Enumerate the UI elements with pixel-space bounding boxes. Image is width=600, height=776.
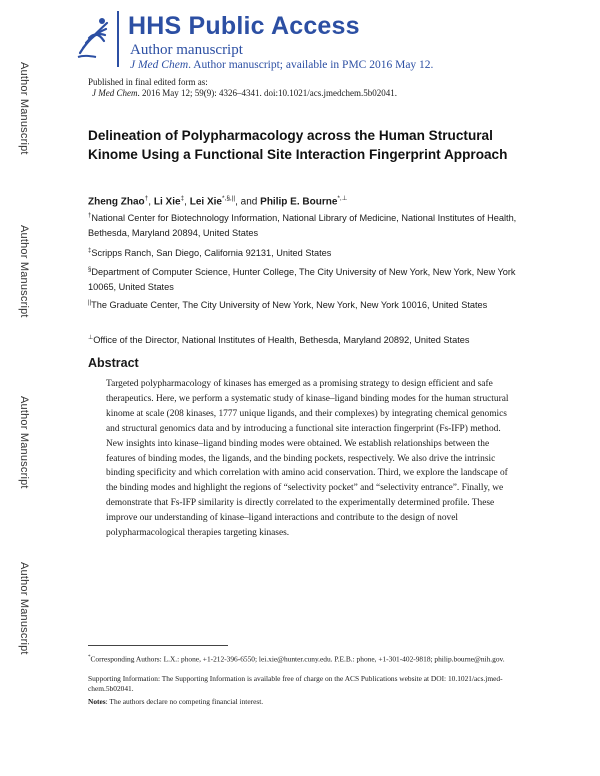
notes-footnote	[88, 697, 510, 707]
author-mark: *,⊥	[337, 195, 348, 202]
affiliation-text: Department of Computer Science, Hunter College, The City University of New York, New York, New York 10065, United States	[88, 267, 516, 293]
corresponding-text: Corresponding Authors: L.X.: phone, +1-212-396-6550; lei.xie@hunter.cuny.edu. P.E.B.: phone, +1-301-402-9818; philip.bourne@nih.gov.	[90, 654, 505, 664]
affiliation-mark: †	[88, 213, 92, 219]
side-label-author-manuscript: Author Manuscript	[18, 225, 30, 318]
affiliation-mark: ‡	[88, 248, 92, 254]
footnote-divider	[88, 645, 228, 646]
footnote-mark: *	[88, 655, 91, 660]
journal-availability	[130, 59, 433, 71]
author-list	[88, 194, 347, 207]
affiliation-text: Scripps Ranch, San Diego, California 92131, United States	[91, 248, 332, 259]
affiliation	[88, 296, 528, 313]
author-name: Philip E. Bourne	[260, 196, 338, 208]
author-mark: *,§,||	[221, 195, 236, 202]
author-separator: ,	[184, 196, 190, 208]
affiliation-mark: ||	[88, 300, 92, 306]
notes-label: Notes	[88, 697, 106, 706]
author-name: Zheng Zhao	[88, 196, 145, 208]
published-label: Published in final edited form as:	[88, 77, 208, 87]
author-mark: ‡	[180, 195, 185, 202]
affiliation	[88, 209, 528, 241]
author-name: Lei Xie	[189, 196, 222, 208]
author-separator: ,	[148, 196, 154, 208]
side-label-author-manuscript: Author Manuscript	[18, 562, 30, 655]
side-label-author-manuscript: Author Manuscript	[18, 62, 30, 155]
author-manuscript-label: Author manuscript	[130, 42, 243, 58]
affiliation-mark: §	[88, 267, 92, 273]
affiliation-text: The Graduate Center, The City University of New York, New York, New York 10016, United States	[91, 300, 488, 311]
author-name: Li Xie	[153, 196, 181, 208]
affiliation	[88, 244, 528, 261]
hhs-public-access-title: HHS Public Access	[128, 12, 360, 40]
affiliation-text: Office of the Director, National Institutes of Health, Bethesda, Maryland 20892, United States	[93, 335, 470, 346]
corresponding-author-footnote	[88, 653, 510, 664]
side-label-author-manuscript: Author Manuscript	[18, 396, 30, 489]
notes-text: : The authors declare no competing financial interest.	[105, 697, 264, 706]
author-mark: †	[144, 195, 149, 202]
author-separator: , and	[235, 196, 261, 208]
citation-journal: J Med Chem	[92, 88, 138, 98]
citation-details: . 2016 May 12; 59(9): 4326–4341. doi:10.1021/acs.jmedchem.5b02041.	[137, 88, 397, 98]
affiliation-text: National Center for Biotechnology Information, National Library of Medicine, National Institutes of Health, Bethesda, Maryland 20894, United States	[88, 213, 517, 239]
abstract-heading: Abstract	[88, 356, 139, 370]
paper-title: Delineation of Polypharmacology across the Human Structural Kinome Using a Functional Site Interaction Fingerprint Approach	[88, 128, 508, 162]
abstract-text: Targeted polypharmacology of kinases has emerged as a promising strategy to design efficient and safe therapeutics. Here, we perform a systematic study of kinase–ligand binding modes for the human structural kinome at scale (208 kinases, 1777 unique ligands, and their complexes) by integrating chemical genomics and structural genomics data and by introducing a functional site interaction fingerprint (Fs-IFP) method. New insights into kinase–ligand binding modes were obtained. We establish relationships between the features of binding modes, the ligands, and the binding pockets, respectively. We also drive the intrinsic binding specificity and which correlation with amino acid conservation. Third, we explore the landscape of the binding modes and highlight the regions of “selectivity pocket” and “selectivity entrance”. Finally, we demonstrate that Fs-IFP similarity is directly correlated to the experimentally determined profile. These improve our understanding of kinase–ligand interactions and contribute to the design of novel polypharmacological therapies targeting kinases.	[106, 379, 509, 539]
hhs-eagle-logo-icon	[74, 13, 112, 61]
affiliation	[88, 263, 528, 295]
affiliation-mark: ⊥	[88, 335, 94, 341]
supporting-info-footnote: Supporting Information: The Supporting Information is available free of charge on the ACS Publications website at DOI: 10.1021/acs.jmed-chem.5b02041.	[88, 674, 503, 693]
availability-text: . Author manuscript; available in PMC 2016 May 12.	[188, 59, 434, 71]
header-divider	[117, 11, 119, 67]
publication-citation	[92, 88, 397, 98]
journal-abbrev: J Med Chem	[130, 59, 189, 71]
affiliation	[88, 331, 528, 348]
